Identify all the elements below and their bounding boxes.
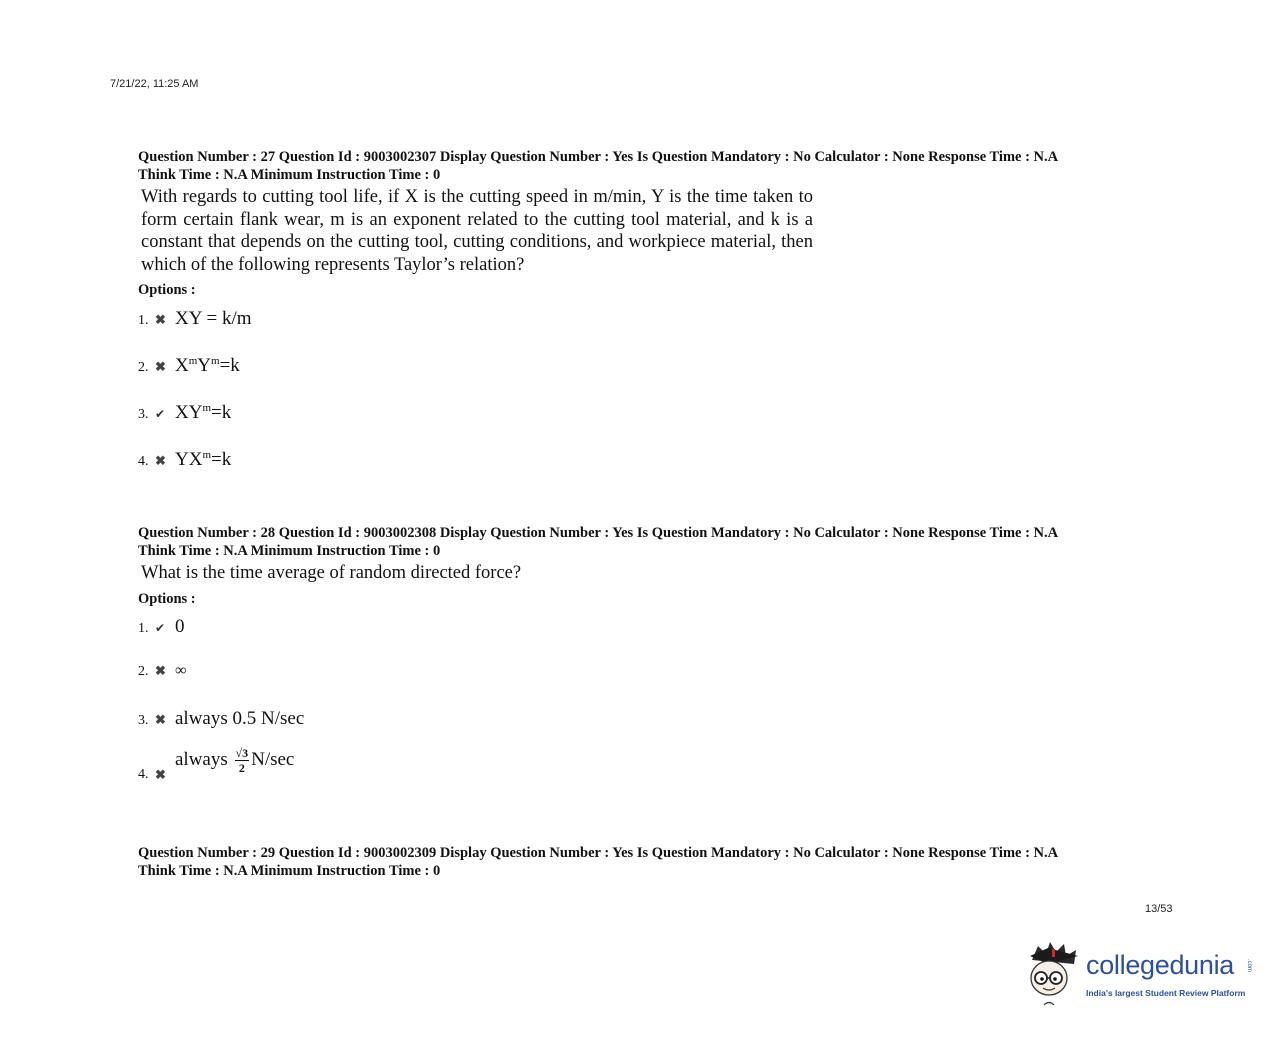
- option-text: always 0.5 N/sec: [175, 708, 305, 729]
- option-1: [138, 308, 252, 330]
- option-text: [175, 449, 231, 471]
- option-tail: =k: [211, 402, 232, 423]
- cross-icon: ✖: [155, 712, 166, 727]
- cross-icon: ✖: [155, 663, 166, 678]
- page-number: 13/53: [1145, 903, 1173, 915]
- option-exponent: m: [202, 449, 212, 461]
- option-exponent: m: [202, 402, 212, 414]
- cross-icon: ✖: [155, 453, 166, 468]
- cross-icon: ✖: [155, 312, 166, 327]
- collegedunia-logo: [1024, 938, 1256, 1008]
- option-base: YX: [175, 449, 203, 470]
- question-27: [138, 148, 1158, 470]
- option-base: X: [175, 355, 189, 376]
- option-number: 2.: [138, 360, 149, 375]
- cross-icon: ✖: [155, 359, 166, 374]
- option-4: [138, 449, 231, 471]
- option-text: XY = k/m: [175, 308, 252, 329]
- option-exponent: m: [188, 355, 198, 367]
- option-number: 1.: [138, 313, 149, 328]
- option-text: 0: [175, 616, 185, 637]
- option-tail: =k: [219, 355, 240, 376]
- option-base: XY: [175, 402, 203, 423]
- option-1: [138, 616, 185, 638]
- option-exponent: m: [211, 355, 220, 367]
- brand-tagline: India's largest Student Review Platform: [1086, 988, 1246, 998]
- question-28: [138, 524, 1158, 782]
- option-number: 4.: [138, 767, 149, 782]
- option-number: 1.: [138, 621, 149, 636]
- question-meta-time: Think Time : N.A Minimum Instruction Time : 0: [138, 167, 441, 183]
- option-text: [175, 402, 231, 424]
- cross-icon: ✖: [155, 767, 166, 782]
- option-number: 4.: [138, 454, 149, 469]
- option-number: 3.: [138, 713, 149, 728]
- option-text: ∞: [175, 662, 187, 679]
- option-suffix: N/sec: [251, 748, 295, 770]
- mascot-icon: [1024, 938, 1086, 1008]
- question-29: [138, 844, 1158, 880]
- fraction-denominator: 2: [238, 761, 245, 775]
- option-2: [138, 355, 240, 377]
- option-3: [138, 402, 231, 424]
- brand-name: collegedunia: [1086, 950, 1235, 980]
- option-tail: =k: [211, 449, 232, 470]
- option-prefix: always: [175, 748, 228, 770]
- question-meta-time: Think Time : N.A Minimum Instruction Time : 0: [138, 863, 441, 879]
- brand-domain: .com: [1246, 959, 1252, 973]
- question-meta: Question Number : 29 Question Id : 9003002309 Display Question Number : Yes Is Question Mandatory : No Calculator : None Response Time : N.A: [138, 845, 1059, 861]
- check-icon: ✔: [155, 621, 166, 635]
- question-meta-time: Think Time : N.A Minimum Instruction Time : 0: [138, 543, 441, 559]
- options-label: Options :: [138, 282, 196, 298]
- fraction: [235, 746, 250, 775]
- option-number: 2.: [138, 664, 149, 679]
- option-base: Y: [197, 355, 212, 376]
- fraction-numerator: √3: [235, 746, 249, 760]
- option-number: 3.: [138, 407, 149, 422]
- option-3: [138, 708, 304, 730]
- option-4: [138, 746, 295, 783]
- question-text: With regards to cutting tool life, if X is the cutting speed in m/min, Y is the time taken to form certain flank wear, m is an exponent related to the cutting tool material, and k is a constant that depends on the cutting tool, cutting conditions, and workpiece material, then which of the following represents Taylor’s relation?: [141, 187, 813, 275]
- option-text: [175, 355, 240, 377]
- print-timestamp: 7/21/22, 11:25 AM: [110, 78, 199, 90]
- option-text: [175, 746, 294, 775]
- option-2: [138, 662, 186, 680]
- check-icon: ✔: [155, 407, 166, 421]
- question-meta: Question Number : 28 Question Id : 9003002308 Display Question Number : Yes Is Question Mandatory : No Calculator : None Response Time : N.A: [138, 525, 1059, 541]
- options-label: Options :: [138, 590, 196, 607]
- question-meta: Question Number : 27 Question Id : 9003002307 Display Question Number : Yes Is Question Mandatory : No Calculator : None Response Time : N.A: [138, 149, 1059, 165]
- question-text: What is the time average of random directed force?: [141, 563, 522, 583]
